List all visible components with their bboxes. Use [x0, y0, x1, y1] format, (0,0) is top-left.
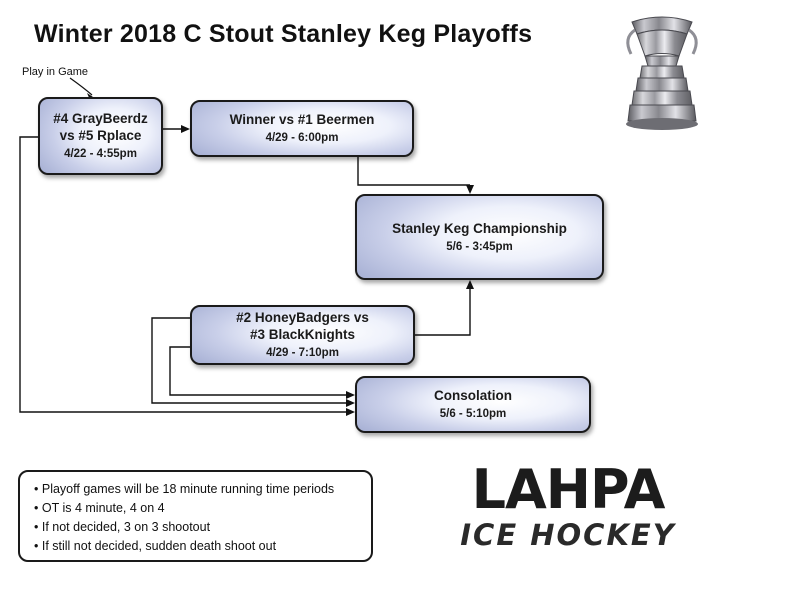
bracket-node-line1: Consolation [434, 388, 512, 403]
bracket-node-time: 4/22 - 4:55pm [64, 148, 137, 160]
logo-tagline: ICE HOCKEY [460, 518, 676, 552]
bracket-node-semifinal-2[interactable] [190, 305, 415, 365]
bracket-node-line1: Stanley Keg Championship [392, 220, 567, 236]
lahpa-logo [418, 458, 718, 572]
bracket-node-line1: #2 HoneyBadgers vs [236, 310, 369, 325]
note-item: • OT is 4 minute, 4 on 4 [34, 499, 361, 518]
logo-wordmark: LAHPA [471, 458, 665, 521]
bracket-node-line1: #4 GrayBeerdz [53, 111, 148, 126]
bracket-node-line2: vs #5 Rplace [59, 128, 142, 143]
play-in-game-label: Play in Game [22, 66, 89, 78]
note-item: • Playoff games will be 18 minute running time periods [34, 480, 361, 499]
bracket-node-time: 4/29 - 6:00pm [265, 132, 339, 144]
bracket-node-championship[interactable] [355, 194, 604, 280]
rules-notes-box [18, 470, 373, 562]
note-item: • If not decided, 3 on 3 shootout [34, 518, 361, 537]
bracket-node-time: 5/6 - 3:45pm [446, 240, 513, 253]
bracket-node-play-in[interactable] [38, 97, 163, 175]
stanley-cup-trophy-icon [598, 8, 726, 140]
page-title: Winter 2018 C Stout Stanley Keg Playoffs [34, 20, 533, 48]
bracket-node-consolation[interactable] [355, 376, 591, 433]
bracket-node-time: 5/6 - 5:10pm [439, 408, 507, 420]
bracket-node-line1: Winner vs #1 Beermen [229, 112, 375, 127]
bracket-node-semifinal-1[interactable] [190, 100, 414, 157]
bracket-node-line2: #3 BlackKnights [249, 327, 356, 342]
bracket-node-time: 4/29 - 7:10pm [266, 347, 339, 359]
note-item: • If still not decided, sudden death shoot out [34, 537, 361, 556]
